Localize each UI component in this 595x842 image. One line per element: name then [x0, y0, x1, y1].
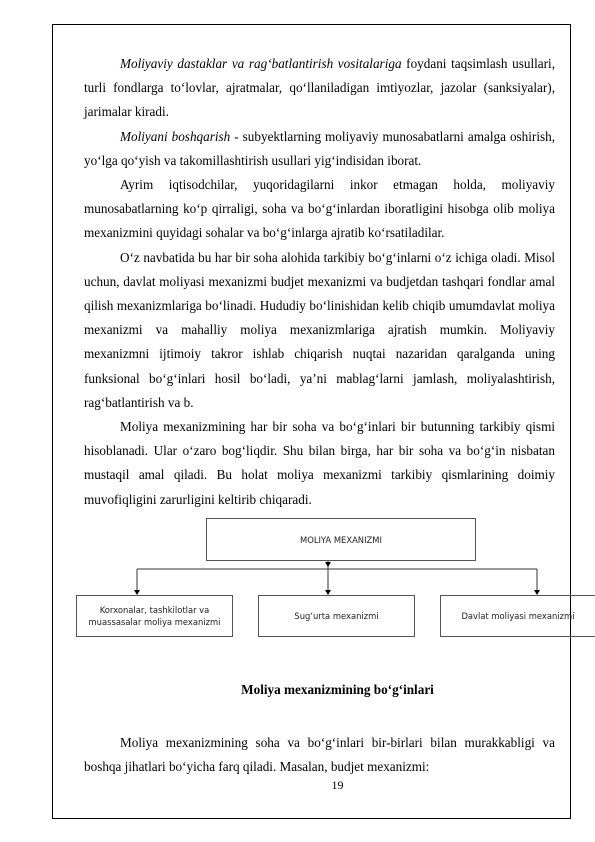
- paragraph-2: Moliyani boshqarish - subyektlarning moliyaviy munosabatlarni amalga oshirish, yo‘lga qo‘yish va takomillashtirish usullari yig‘indisidan iborat.: [84, 128, 556, 168]
- diagram-child-insurance: Sug‘urta mexanizmi: [258, 595, 415, 637]
- diagram-root-box: MOLIYA MEXANIZMI: [206, 518, 476, 561]
- page-number: 19: [331, 778, 344, 792]
- diagram-child-enterprises: Korxonalar, tashkilotlar va muassasalar moliya mexanizmi: [76, 595, 233, 637]
- paragraph-1: Moliyaviy dastaklar va rag‘batlantirish vositalariga foydani taqsimlash usullari, turli fondlarga to‘lovlar, ajratmalar, qo‘llaniladigan imtiyozlar, jazolar (sanksiyalar), jarimalar kiradi.: [84, 56, 555, 120]
- diagram-caption: Moliya mexanizmining bo‘g‘inlari: [241, 682, 434, 697]
- paragraph-4: O‘z navbatida bu har bir soha alohida tarkibiy bo‘g‘inlarni o‘z ichiga oladi. Misol uchun, davlat moliyasi mexanizmi budjet mexanizmi va budjetdan tashqari fondlar amal qilish mexanizmlariga bo‘linadi. Hududiy bo‘linishidan kelib chiqib umumdavlat moliya mexanizmi va mahalliy moliya mexanizmlariga ajratish mumkin. Moliyaviy mexanizmni ijtimoiy takror ishlab chiqarish nuqtai nazaridan qaralganda uning funksional bo‘g‘inlari hosil bo‘ladi, ya’ni mablag‘larni jamlash, moliyalashtirish, rag‘batlantirish va b.: [84, 249, 555, 410]
- paragraph-6: Moliya mexanizmining soha va bo‘g‘inlari bir-birlari bilan murakkabligi va boshqa jihatlari bo‘yicha farq qiladi. Masalan, budjet mexanizmi:: [84, 735, 555, 775]
- diagram-child-state-finance: Davlat moliyasi mexanizmi: [440, 595, 595, 637]
- term-financial-levers: Moliyaviy dastaklar va rag‘batlantirish vositalariga: [120, 56, 402, 71]
- text-block-bottom: [84, 731, 555, 779]
- term-finance-management: Moliyani boshqarish: [120, 128, 231, 144]
- paragraph-3: Ayrim iqtisodchilar, yuqoridagilarni inkor etmagan holda, moliyaviy munosabatlarning ko‘p qirraligi, soha va bo‘g‘inlardan iboratligini hisobga olib moliya mexanizmini quyidagi sohalar va bo‘g‘inlarga ajratib ko‘rsatiladilar.: [84, 177, 555, 241]
- paragraph-5: Moliya mexanizmining har bir soha va bo‘g‘inlari bir butunning tarkibiy qismi hisoblanadi. Ular o‘zaro bog‘liqdir. Shu bilan birga, har bir soha va bo‘g‘in nisbatan mustaqil amal qiladi. Bu holat moliya mexanizmi tarkibiy qismlarining doimiy muvofiqligini zarurligini keltirib chiqaradi.: [84, 419, 555, 507]
